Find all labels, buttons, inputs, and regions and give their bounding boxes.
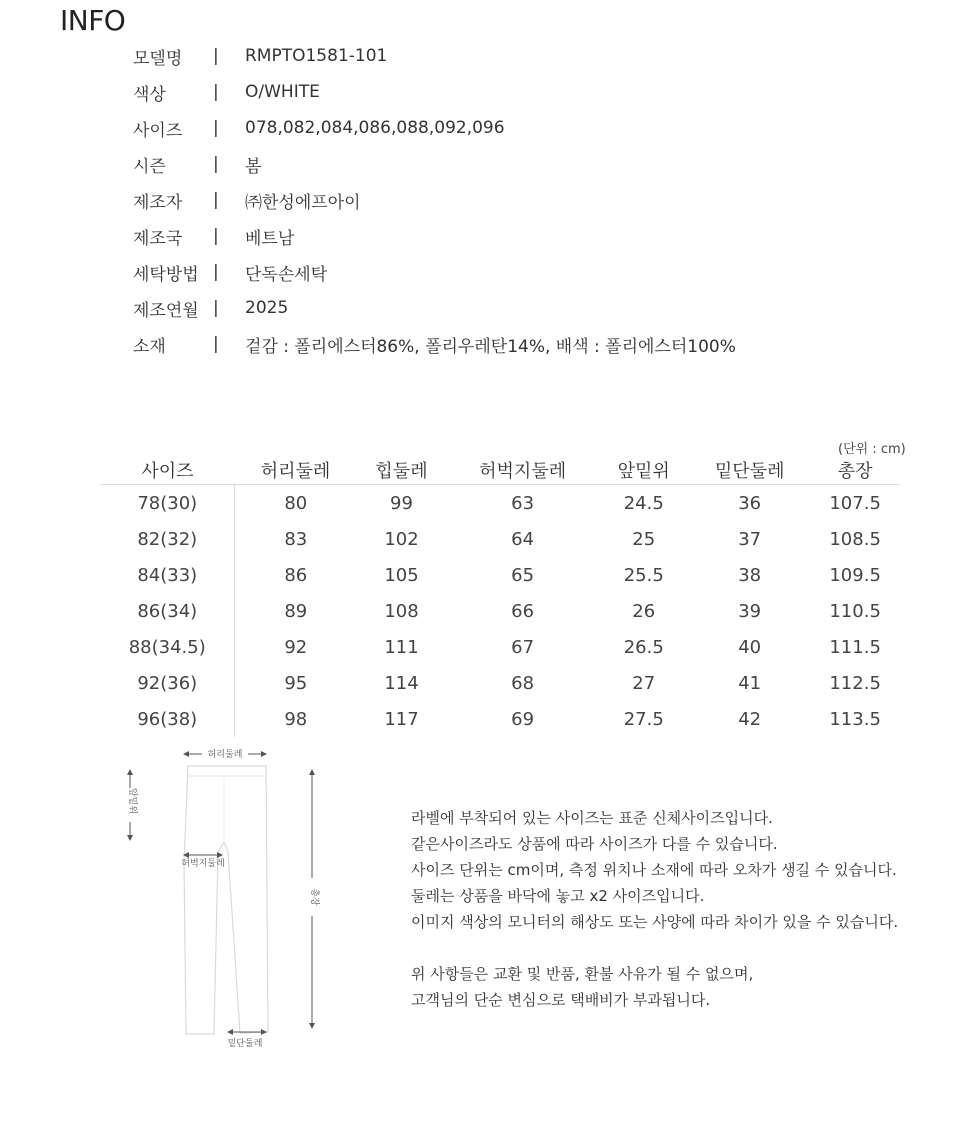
info-label: 제조국 (133, 228, 183, 249)
info-row-model (133, 38, 736, 74)
info-separator: | (213, 154, 219, 174)
table-cell: 80 (284, 492, 308, 514)
info-separator: | (213, 226, 219, 246)
info-label: 색상 (133, 84, 166, 105)
table-cell: 108 (384, 600, 419, 622)
table-cell: 40 (738, 636, 762, 658)
table-cell: 88(34.5) (100, 629, 235, 665)
note-spacer (411, 935, 898, 961)
table-row (100, 485, 900, 522)
table-row (100, 557, 900, 593)
table-cell: 25.5 (623, 564, 664, 586)
note-line: 사이즈 단위는 cm이며, 측정 위치나 소재에 따라 오차가 생길 수 있습니다. (411, 861, 897, 879)
info-label: 세탁방법 (133, 264, 199, 285)
info-row-size (133, 110, 736, 146)
table-cell: 95 (284, 672, 308, 694)
table-cell: 109.5 (829, 564, 881, 586)
info-row-date (133, 290, 736, 326)
table-row (100, 521, 900, 557)
note-line: 같은사이즈라도 상품에 따라 사이즈가 다를 수 있습니다. (411, 835, 778, 853)
info-label: 제조자 (133, 192, 183, 213)
table-cell: 86 (284, 564, 308, 586)
table-cell: 63 (511, 492, 535, 514)
table-cell: 89 (284, 600, 308, 622)
table-cell: 41 (738, 672, 762, 694)
thigh-label: 허벅지둘레 (181, 859, 225, 869)
table-cell: 83 (284, 528, 308, 550)
table-cell: 112.5 (829, 672, 881, 694)
table-cell: 92 (284, 636, 308, 658)
info-row-country (133, 218, 736, 254)
table-row (100, 593, 900, 629)
header-hip: 힙둘레 (356, 455, 447, 485)
table-cell: 86(34) (100, 593, 235, 629)
table-cell: 113.5 (829, 708, 881, 730)
info-separator: | (213, 298, 219, 318)
table-cell: 27 (632, 672, 656, 694)
info-label: 제조연월 (133, 300, 199, 321)
info-separator: | (213, 118, 219, 138)
note-line: 라벨에 부착되어 있는 사이즈는 표준 신체사이즈입니다. (411, 809, 773, 827)
info-value: 겉감 : 폴리에스터86%, 폴리우레탄14%, 배색 : 폴리에스터100% (245, 336, 736, 357)
unit-note: (단위 : cm) (838, 442, 906, 457)
info-label: 사이즈 (133, 120, 183, 141)
table-row (100, 629, 900, 665)
table-cell: 111.5 (829, 636, 881, 658)
table-cell: 110.5 (829, 600, 881, 622)
table-cell: 84(33) (100, 557, 235, 593)
table-cell: 69 (511, 708, 535, 730)
table-row (100, 701, 900, 737)
table-header-row (100, 455, 900, 485)
info-separator: | (213, 262, 219, 282)
header-length: 총장 (810, 455, 900, 485)
table-cell: 111 (384, 636, 419, 658)
info-row-wash (133, 254, 736, 290)
info-value: 단독손세탁 (245, 264, 328, 285)
table-cell: 107.5 (829, 492, 881, 514)
table-cell: 117 (384, 708, 419, 730)
info-row-material (133, 326, 736, 362)
pants-measurement-diagram (120, 742, 330, 1062)
table-cell: 66 (511, 600, 535, 622)
table-cell: 24.5 (623, 492, 664, 514)
info-row-color (133, 74, 736, 110)
note-line: 고객님의 단순 변심으로 택배비가 부과됩니다. (411, 991, 711, 1009)
waist-label: 허리둘레 (207, 750, 243, 760)
header-rise: 앞밑위 (598, 455, 689, 485)
info-value: 078,082,084,086,088,092,096 (245, 118, 505, 138)
header-hem: 밑단둘레 (689, 455, 810, 485)
table-cell: 105 (384, 564, 419, 586)
table-cell: 78(30) (100, 485, 235, 522)
size-notes (411, 805, 898, 1013)
info-separator: | (213, 46, 219, 66)
hem-label: 밑단둘레 (227, 1039, 263, 1049)
table-cell: 37 (738, 528, 762, 550)
info-value: ㈜한성에프아이 (245, 192, 361, 213)
length-label: 총장 (309, 888, 319, 906)
note-line: 이미지 색상의 모니터의 해상도 또는 사양에 따라 차이가 있을 수 있습니다. (411, 913, 899, 931)
table-cell: 92(36) (100, 665, 235, 701)
pants-illustration (184, 766, 268, 1034)
info-value: 2025 (245, 298, 289, 318)
table-cell: 82(32) (100, 521, 235, 557)
table-cell: 26.5 (623, 636, 664, 658)
info-value: 봄 (245, 156, 262, 177)
table-cell: 67 (511, 636, 535, 658)
info-label: 시즌 (133, 156, 166, 177)
table-cell: 98 (284, 708, 308, 730)
header-waist: 허리둘레 (235, 455, 356, 485)
table-cell: 38 (738, 564, 762, 586)
table-cell: 26 (632, 600, 656, 622)
info-value: 베트남 (245, 228, 295, 249)
table-cell: 64 (511, 528, 535, 550)
info-value: O/WHITE (245, 82, 320, 102)
info-label: 모델명 (133, 48, 183, 69)
table-cell: 25 (632, 528, 656, 550)
table-cell: 114 (384, 672, 419, 694)
table-cell: 36 (738, 492, 762, 514)
info-title: INFO (60, 4, 126, 37)
note-line: 둘레는 상품을 바닥에 놓고 x2 사이즈입니다. (411, 887, 705, 905)
size-table (100, 455, 900, 737)
rise-label: 앞밑위 (127, 787, 137, 815)
table-cell: 96(38) (100, 701, 235, 737)
table-cell: 65 (511, 564, 535, 586)
info-row-season (133, 146, 736, 182)
table-cell: 108.5 (829, 528, 881, 550)
info-separator: | (213, 82, 219, 102)
info-label: 소재 (133, 336, 166, 357)
table-cell: 42 (738, 708, 762, 730)
info-separator: | (213, 190, 219, 210)
table-row (100, 665, 900, 701)
table-cell: 68 (511, 672, 535, 694)
info-row-maker (133, 182, 736, 218)
info-separator: | (213, 334, 219, 354)
table-cell: 99 (390, 492, 413, 514)
header-size: 사이즈 (100, 455, 235, 485)
table-cell: 39 (738, 600, 762, 622)
info-value: RMPTO1581-101 (245, 46, 388, 66)
table-cell: 27.5 (623, 708, 664, 730)
note-line: 위 사항들은 교환 및 반품, 환불 사유가 될 수 없으며, (411, 965, 754, 983)
product-info-list (133, 38, 736, 362)
table-cell: 102 (384, 528, 419, 550)
header-thigh: 허벅지둘레 (447, 455, 598, 485)
